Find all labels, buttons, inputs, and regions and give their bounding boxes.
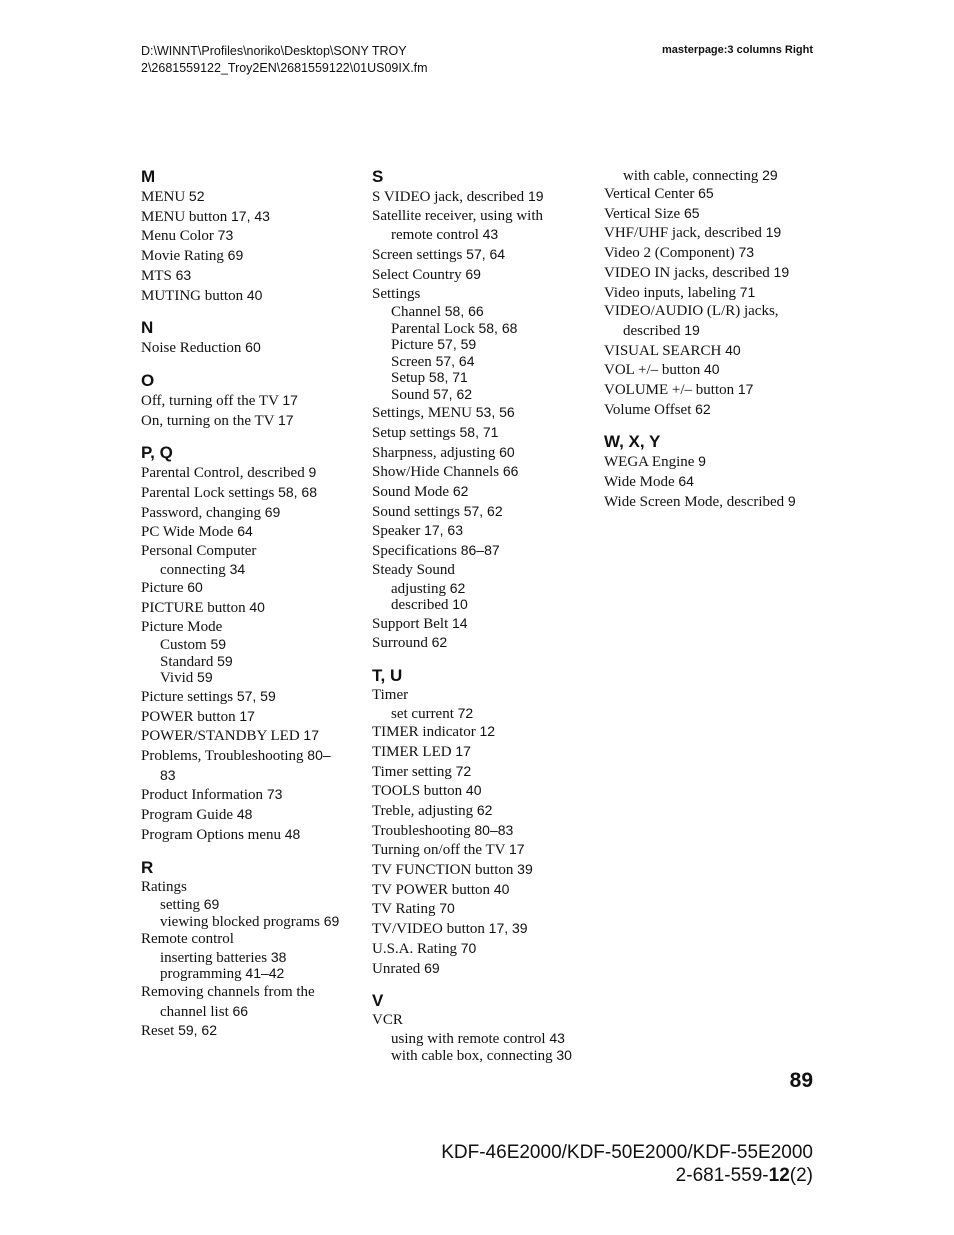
index-subentries [372,1031,587,1064]
index-entry: Surround 62 [372,634,448,652]
index-entry: VIDEO IN jacks, described 19 [604,263,790,281]
index-entry: On, turning on the TV 17 [141,411,294,429]
index-entry: Picture settings 57, 59 [141,687,276,705]
index-entry-continuation: 83 [160,766,176,783]
section-heading-m: M [141,167,156,186]
index-subentry: using with remote control 43 [391,1030,565,1047]
index-subentry: Vivid 59 [160,669,213,687]
index-entry: Steady Sound [372,561,455,578]
index-entry: Sound Mode 62 [372,483,469,501]
index-subentry: Channel 58, 66 [391,303,484,321]
document-code-suffix: (2) [789,1165,813,1186]
index-entry: U.S.A. Rating 70 [372,939,477,957]
index-subentry: adjusting 62 [391,579,466,597]
index-subentry: with cable box, connecting 30 [391,1046,572,1064]
index-entry: Show/Hide Channels 66 [372,463,519,481]
index-entry: Video inputs, labeling 71 [604,283,756,301]
index-entry: WEGA Engine 9 [604,453,706,471]
index-entry: Turning on/off the TV 17 [372,841,525,859]
file-path-line-1: D:\WINNT\Profiles\noriko\Desktop\SONY TROY [141,44,407,58]
index-entry: TIMER LED 17 [372,742,471,760]
index-entry: Wide Screen Mode, described 9 [604,492,796,510]
model-footer [441,1141,813,1187]
index-entry: VIDEO/AUDIO (L/R) jacks, [604,303,779,320]
index-entry: Parental Control, described 9 [141,464,317,482]
index-entry: Menu Color 73 [141,227,234,245]
index-entry: POWER button 17 [141,707,255,725]
index-entry: Timer [372,686,409,703]
index-subentries [141,562,356,579]
index-entry: Personal Computer [141,543,257,560]
file-path-line-2: 2\2681559122_Troy2EN\2681559122\01US09IX.fm [141,61,428,75]
index-entry: S VIDEO jack, described 19 [372,188,544,205]
index-entry: PC Wide Mode 64 [141,523,253,541]
index-entry: Program Options menu 48 [141,825,301,843]
index-subentry: inserting batteries 38 [160,948,287,966]
index-entry: MENU button 17, 43 [141,207,270,225]
index-subentries [141,637,356,687]
index-entry: Wide Mode 64 [604,473,694,491]
index-subentry: Custom 59 [160,636,227,654]
index-entry: Select Country 69 [372,265,481,283]
index-entry: Vertical Center 65 [604,185,714,202]
index-entry: Picture 60 [141,579,203,597]
index-entry: Treble, adjusting 62 [372,801,493,819]
index-subentries [372,581,587,614]
index-entry: Troubleshooting 80–83 [372,821,514,839]
section-heading-pq: P, Q [141,443,173,463]
index-subentry: Sound 57, 62 [391,385,473,403]
section-heading-o: O [141,370,155,390]
document-code-revision: 12 [768,1165,790,1186]
index-entry: Screen settings 57, 64 [372,246,506,264]
index-entry: Reset 59, 62 [141,1022,218,1040]
index-entry: Satellite receiver, using with [372,207,544,224]
index-entry: Product Information 73 [141,786,283,804]
index-entry: MTS 63 [141,266,192,284]
index-column-1 [141,167,356,1041]
index-entry: Vertical Size 65 [604,204,700,222]
index-subentry: Screen 57, 64 [391,352,475,370]
index-entry: Setup settings 58, 71 [372,423,499,441]
index-entry: Specifications 86–87 [372,542,500,560]
index-subentry: Standard 59 [160,652,233,670]
index-subentry: described 10 [391,596,468,614]
index-subentries [141,950,356,983]
index-entry-continuation: described 19 [623,321,700,339]
index-subentry-continued: with cable, connecting 29 [623,167,778,184]
index-entry: VOLUME +/– button 17 [604,381,754,399]
index-entry: Remote control [141,931,234,948]
index-subentry: Picture 57, 59 [391,336,477,354]
index-entry: Speaker 17, 63 [372,522,463,540]
index-entry: TV/VIDEO button 17, 39 [372,920,528,938]
index-entry: Movie Rating 69 [141,247,244,265]
index-entry: TV POWER button 40 [372,880,510,898]
index-entry: TIMER indicator 12 [372,723,496,741]
section-heading-tu: T, U [372,665,403,685]
index-entry: Picture Mode [141,618,223,635]
index-subentry: Setup 58, 71 [391,369,468,387]
model-numbers: KDF-46E2000/KDF-50E2000/KDF-55E2000 [441,1142,813,1163]
index-entry: VOL +/– button 40 [604,361,720,379]
index-entry: Settings [372,285,421,302]
index-entry: TV FUNCTION button 39 [372,861,533,879]
index-entry: PICTURE button 40 [141,599,265,617]
section-heading-v: V [372,991,384,1011]
section-heading-s: S [372,167,384,186]
index-entry-continuation: channel list 66 [160,1002,249,1020]
index-entry: TV Rating 70 [372,900,455,918]
section-heading-r: R [141,857,154,877]
index-entry: VISUAL SEARCH 40 [604,341,741,359]
index-entry: Password, changing 69 [141,503,281,521]
index-subentry: Parental Lock 58, 68 [391,319,518,337]
index-subentry: programming 41–42 [160,965,285,983]
index-entry: Problems, Troubleshooting 80– [141,747,331,765]
index-subentry: setting 69 [160,896,220,914]
page-number: 89 [789,1069,813,1092]
section-heading-n: N [141,318,154,338]
index-entry: Sound settings 57, 62 [372,502,503,520]
index-entry: MUTING button 40 [141,286,263,304]
index-entry-continuation: remote control 43 [391,226,499,244]
index-entry: Noise Reduction 60 [141,339,261,357]
section-heading-wxy: W, X, Y [604,432,661,452]
masterpage-label: masterpage:3 columns Right [662,44,813,56]
index-entry: TOOLS button 40 [372,782,482,800]
index-column-2 [372,167,587,1064]
index-entry: Timer setting 72 [372,762,472,780]
index-subentries [141,897,356,930]
index-entry: Program Guide 48 [141,806,253,824]
index-entry: Ratings [141,878,187,895]
document-code-prefix: 2-681-559- [675,1165,769,1186]
index-column-3 [604,168,819,512]
index-entry: Sharpness, adjusting 60 [372,443,515,461]
index-entry: POWER/STANDBY LED 17 [141,727,319,745]
index-entry: Removing channels from the [141,983,315,1000]
document-code [441,1164,813,1187]
index-subentry: set current 72 [391,704,474,722]
index-subentries [372,706,587,723]
index-entry: Support Belt 14 [372,614,468,632]
index-subentry: connecting 34 [160,560,246,578]
index-entry: Parental Lock settings 58, 68 [141,484,317,502]
index-entry: Unrated 69 [372,959,440,977]
index-subentry: viewing blocked programs 69 [160,912,340,930]
index-entry: VHF/UHF jack, described 19 [604,224,782,242]
index-entry: MENU 52 [141,188,205,205]
index-entry: Settings, MENU 53, 56 [372,404,515,422]
index-entry: VCR [372,1012,403,1029]
index-entry: Off, turning off the TV 17 [141,391,298,409]
index-entry: Video 2 (Component) 73 [604,244,755,262]
index-subentries [372,304,587,403]
index-entry: Volume Offset 62 [604,400,711,418]
file-path-header [141,43,428,77]
